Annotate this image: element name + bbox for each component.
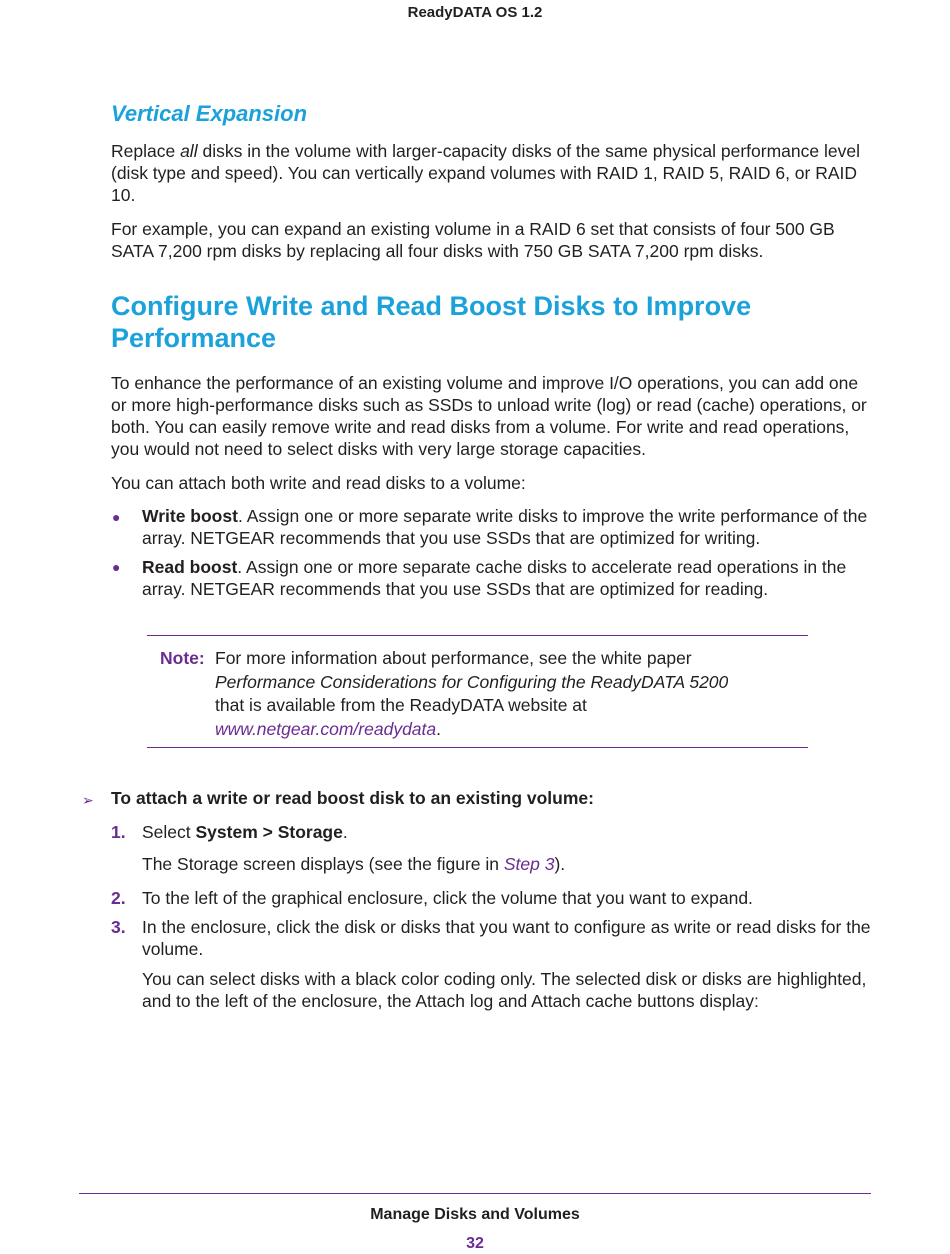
- term-read-boost: Read boost: [142, 557, 238, 577]
- heading-configure-boost: Configure Write and Read Boost Disks to Improve Performance: [111, 291, 752, 353]
- heading-vertical-expansion: Vertical Expansion: [111, 101, 308, 126]
- bullet-text: . Assign one or more separate cache disks to accelerate read operations in the array. NETGEAR recommends that you use SSDs that are optimized for reading.: [142, 557, 847, 599]
- step-1-subtext: [142, 853, 872, 875]
- step-3-subtext: You can select disks with a black color coding only. The selected disk or disks are highlighted, and to the left of the enclosure, the Attach log and Attach cache buttons display:: [142, 969, 867, 1011]
- note-line: that is available from the ReadyDATA website at: [215, 695, 587, 715]
- note-rule-top: [147, 635, 808, 636]
- arrowhead-icon: ➢: [82, 792, 94, 808]
- running-header: ReadyDATA OS 1.2: [407, 4, 543, 21]
- note-line: [215, 718, 805, 742]
- bullet-write-boost: [142, 505, 872, 549]
- step-1-text: [142, 821, 872, 843]
- white-paper-title: Performance Considerations for Configuring the ReadyDATA 5200: [215, 671, 729, 692]
- text-run: .: [436, 718, 442, 739]
- step-3-link[interactable]: Step 3: [503, 854, 555, 874]
- step-number: 3.: [111, 917, 126, 937]
- emphasis-all: all: [180, 141, 198, 161]
- bullet-dot-icon: ●: [112, 559, 121, 575]
- note-body: [215, 647, 805, 741]
- text-run: .: [342, 822, 348, 842]
- menu-path: System > Storage: [195, 822, 343, 842]
- note-label: Note:: [160, 648, 205, 668]
- paragraph-attach-both: You can attach both write and read disks to a volume:: [111, 473, 526, 493]
- step-2-text: To the left of the graphical enclosure, click the volume that you want to expand.: [142, 888, 753, 908]
- page-number: 32: [466, 1235, 484, 1252]
- step-number: 2.: [111, 888, 126, 908]
- paragraph-vertical-1: [111, 140, 871, 206]
- procedure-heading: To attach a write or read boost disk to an existing volume:: [111, 788, 594, 808]
- bullet-dot-icon: ●: [112, 509, 121, 525]
- text-run: disks in the volume with larger-capacity disks of the same physical performance level (disk type and speed). You can vertically expand volumes with RAID 1, RAID 5, RAID 6, or RAID 10.: [111, 141, 860, 205]
- bullet-text: . Assign one or more separate write disks to improve the write performance of the array. NETGEAR recommends that you use SSDs that are optimized for writing.: [142, 506, 868, 548]
- note-line: For more information about performance, see the white paper: [215, 648, 692, 668]
- readydata-link[interactable]: www.netgear.com/readydata: [215, 718, 437, 739]
- footer-title: Manage Disks and Volumes: [370, 1206, 580, 1223]
- text-run: The Storage screen displays (see the figure in: [142, 854, 504, 874]
- text-run: Select: [142, 822, 196, 842]
- paragraph-vertical-2: For example, you can expand an existing volume in a RAID 6 set that consists of four 500 GB SATA 7,200 rpm disks by replacing all four disks with 750 GB SATA 7,200 rpm disks.: [111, 219, 835, 261]
- text-run: ).: [554, 854, 566, 874]
- note-rule-bottom: [147, 747, 808, 748]
- bullet-read-boost: [142, 556, 872, 600]
- footer-rule: [79, 1193, 871, 1194]
- step-number: 1.: [111, 822, 126, 842]
- step-3-text: In the enclosure, click the disk or disks that you want to configure as write or read disks for the volume.: [142, 917, 871, 959]
- paragraph-boost-intro: To enhance the performance of an existing volume and improve I/O operations, you can add one or more high-performance disks such as SSDs to unload write (log) or read (cache) operations, or both. You can easily remove write and read disks from a volume. For write and read operations, you would not need to select disks with very large storage capacities.: [111, 373, 867, 459]
- text-run: Replace: [111, 141, 181, 161]
- term-write-boost: Write boost: [142, 506, 238, 526]
